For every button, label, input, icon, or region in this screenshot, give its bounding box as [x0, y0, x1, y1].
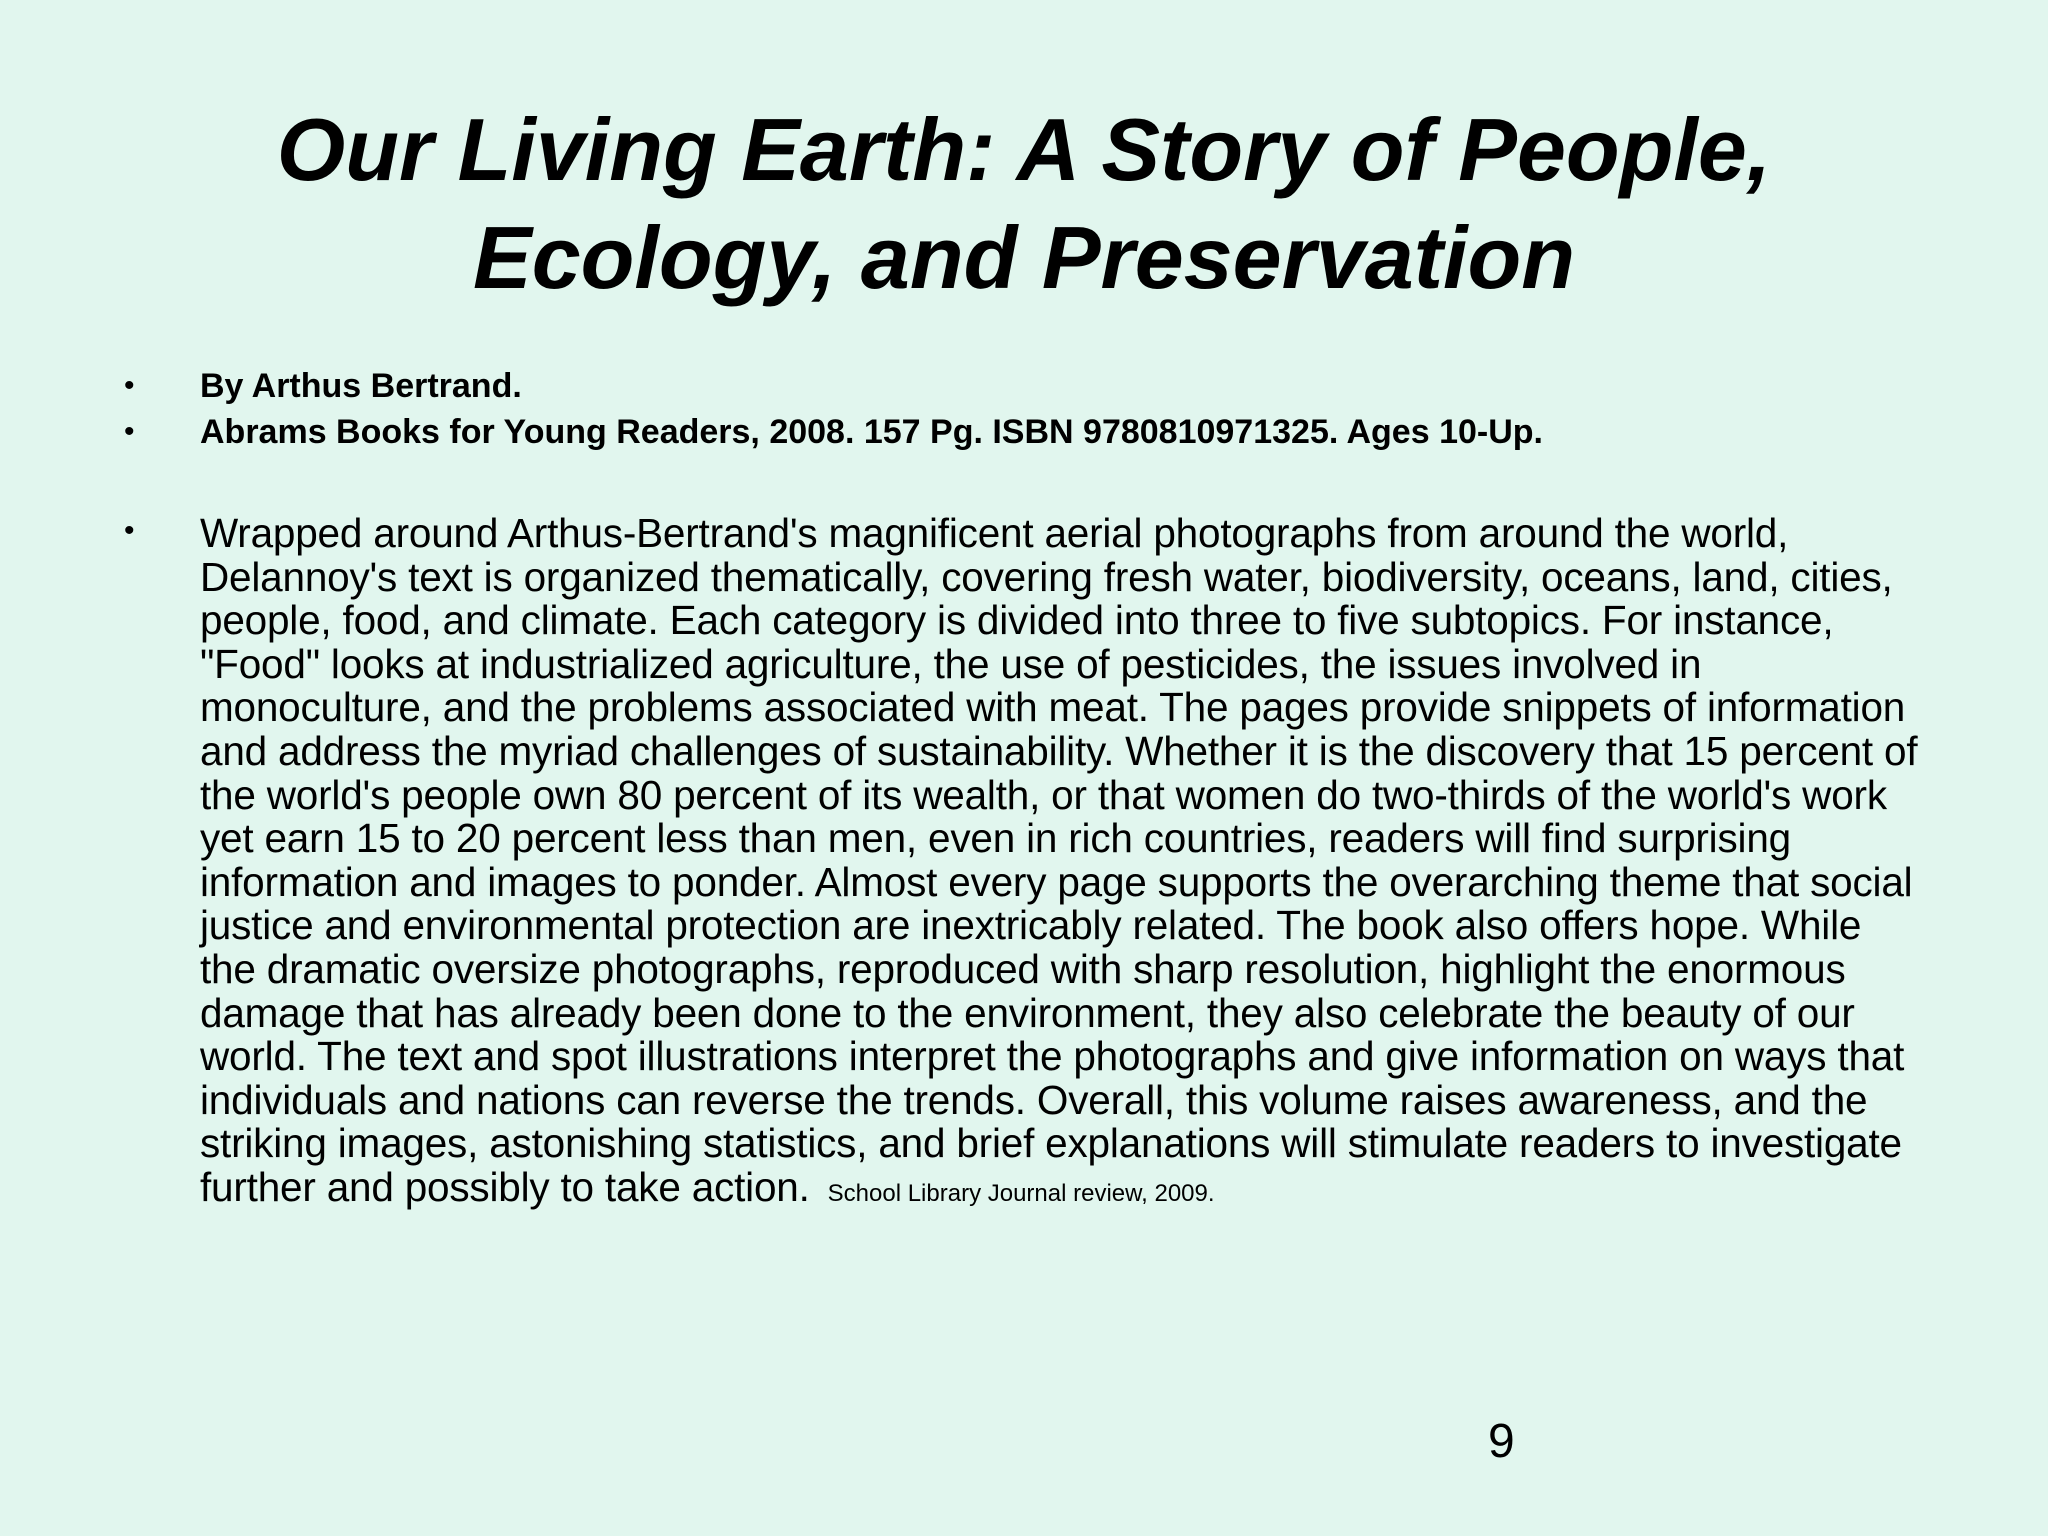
- bullet-icon: •: [124, 369, 135, 402]
- book-details-list: [0, 363, 2048, 455]
- author-item: [0, 363, 2048, 409]
- slide-title: [0, 96, 2048, 312]
- bullet-icon: •: [124, 514, 135, 547]
- title-line-1: Our Living Earth: A Story of People,: [276, 100, 1772, 199]
- author-text: By Arthus Bertrand.: [200, 367, 522, 405]
- review-item: [0, 512, 2048, 1216]
- title-line-2: Ecology, and Preservation: [473, 208, 1575, 307]
- publication-text: Abrams Books for Young Readers, 2008. 157 Pg. ISBN 9780810971325. Ages 10-Up.: [200, 413, 1543, 451]
- page-number: 9: [1488, 1415, 1515, 1468]
- review-paragraph: [200, 512, 1920, 1216]
- review-citation: School Library Journal review, 2009.: [827, 1179, 1215, 1207]
- bullet-icon: •: [124, 415, 135, 448]
- review-body: Wrapped around Arthus-Bertrand's magnificent aerial photographs from around the world, Delannoy's text is organized thematically, covering fresh water, biodiversity, oceans, land, cities, people, food, and climate. Each category is divided into three to five subtopics. For instance, "Food" looks at industrialized agriculture, the use of pesticides, the issues involved in monoculture, and the problems associated with meat. The pages provide snippets of information and address the myriad challenges of sustainability. Whether it is the discovery that 15 percent of the world's people own 80 percent of its wealth, or that women do two-thirds of the world's work yet earn 15 to 20 percent less than men, even in rich countries, readers will find surprising information and images to ponder. Almost every page supports the overarching theme that social justice and environmental protection are inextricably related. The book also offers hope. While the dramatic oversize photographs, reproduced with sharp resolution, highlight the enormous damage that has already been done to the environment, they also celebrate the beauty of our world. The text and spot illustrations interpret the photographs and give information on ways that individuals and nations can reverse the trends. Overall, this volume raises awareness, and the striking images, astonishing statistics, and brief explanations will stimulate readers to investigate further and possibly to take action.: [200, 510, 1918, 1210]
- publication-item: [0, 409, 2048, 455]
